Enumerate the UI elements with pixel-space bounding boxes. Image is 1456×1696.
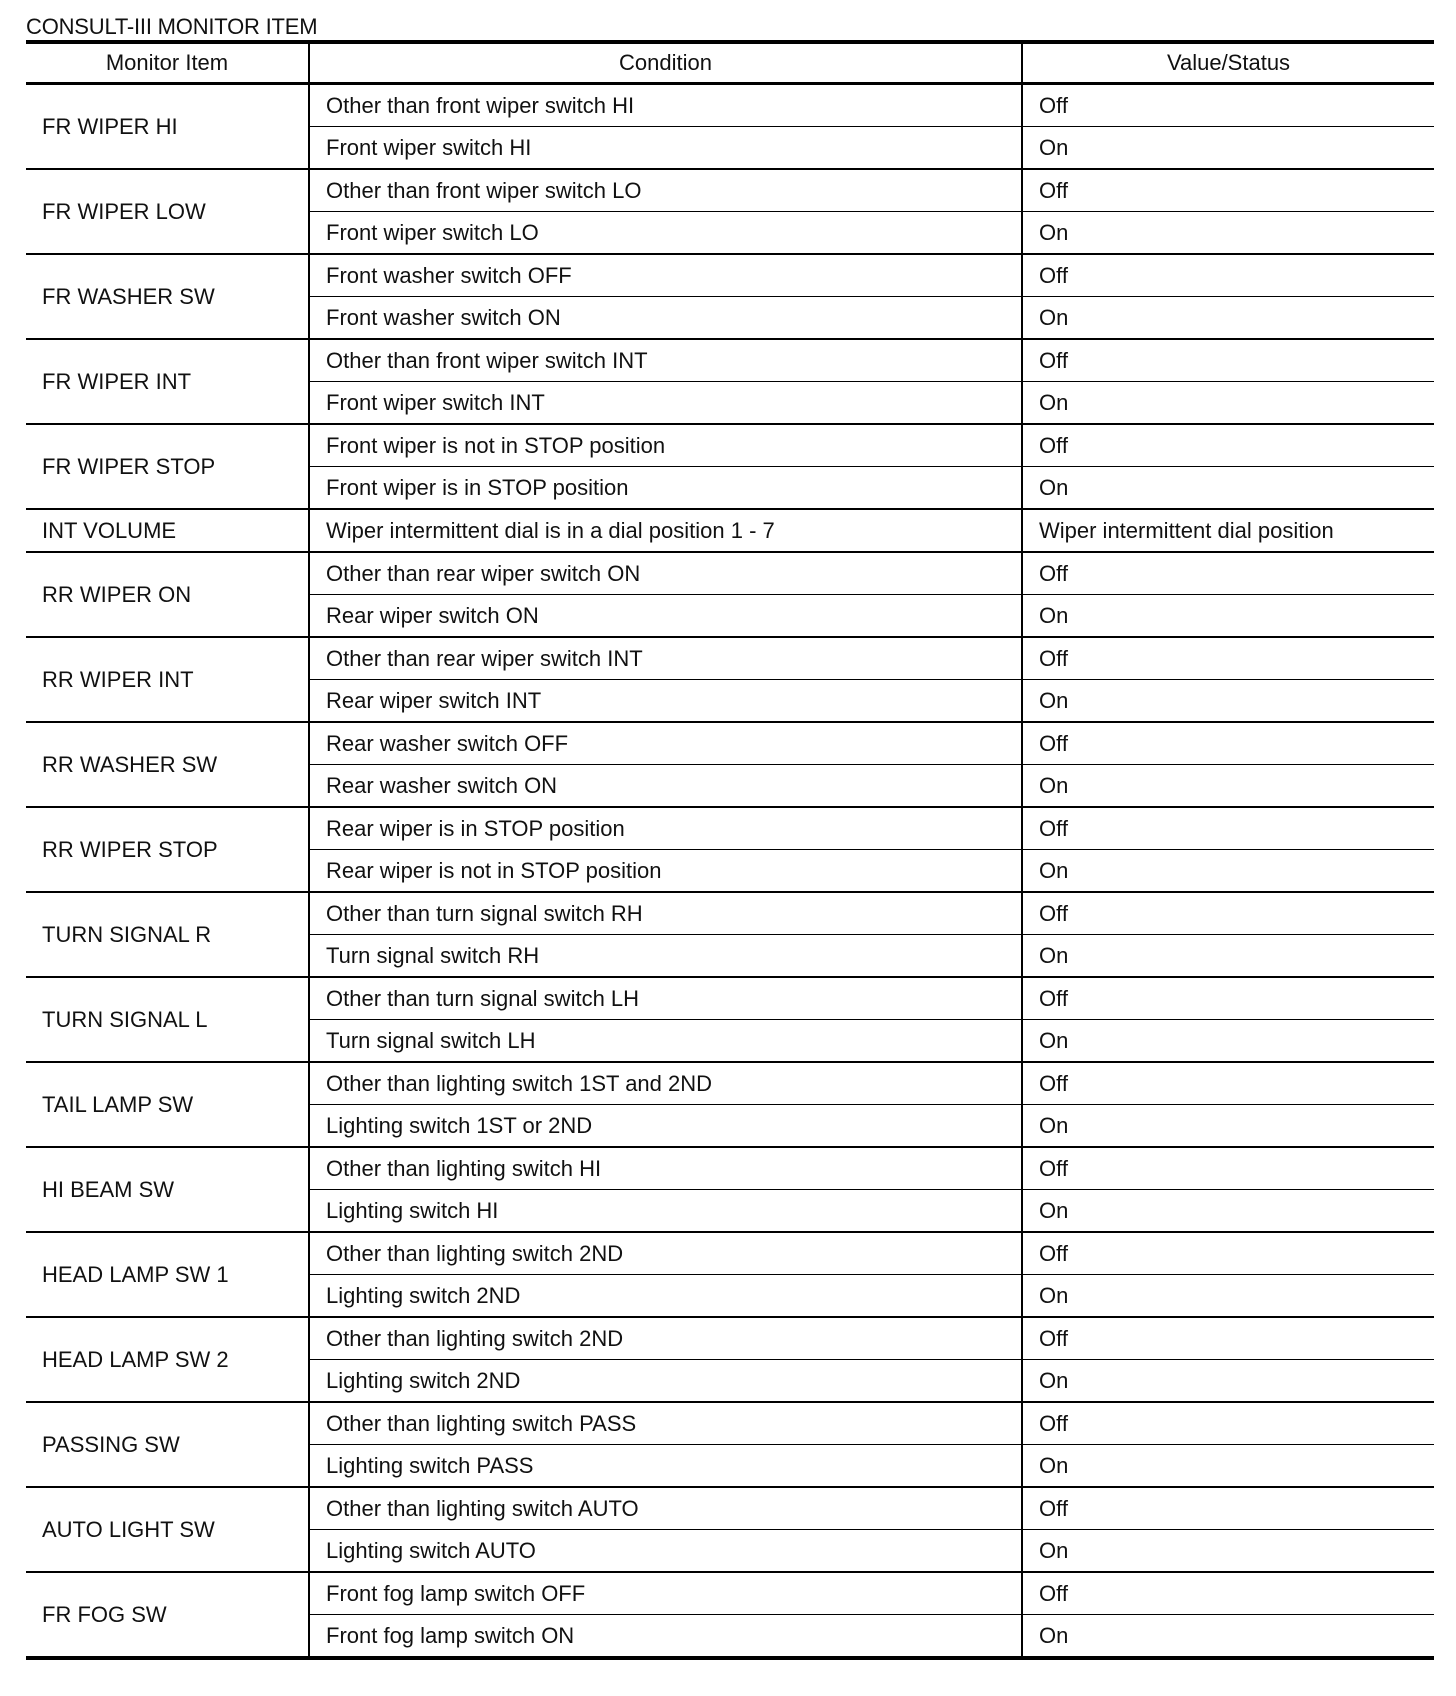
header-condition: Condition: [309, 42, 1022, 84]
condition-cell: Other than lighting switch 1ST and 2ND: [309, 1062, 1022, 1105]
monitor-item-table: [26, 40, 1434, 1660]
condition-cell: Front washer switch OFF: [309, 254, 1022, 297]
value-status-cell: On: [1022, 1530, 1434, 1573]
condition-cell: Other than lighting switch 2ND: [309, 1232, 1022, 1275]
condition-cell: Lighting switch 2ND: [309, 1360, 1022, 1403]
condition-cell: Rear wiper is not in STOP position: [309, 850, 1022, 893]
condition-cell: Front fog lamp switch OFF: [309, 1572, 1022, 1615]
value-status-cell: Off: [1022, 339, 1434, 382]
condition-cell: Rear wiper is in STOP position: [309, 807, 1022, 850]
condition-cell: Wiper intermittent dial is in a dial position 1 - 7: [309, 509, 1022, 552]
value-status-cell: Off: [1022, 84, 1434, 127]
condition-cell: Other than front wiper switch INT: [309, 339, 1022, 382]
table-row: [26, 84, 1434, 127]
value-status-cell: Off: [1022, 169, 1434, 212]
monitor-item-cell: TAIL LAMP SW: [26, 1062, 309, 1147]
monitor-item-cell: FR WIPER HI: [26, 84, 309, 170]
value-status-cell: On: [1022, 297, 1434, 340]
condition-cell: Lighting switch 1ST or 2ND: [309, 1105, 1022, 1148]
value-status-cell: Off: [1022, 1232, 1434, 1275]
value-status-cell: On: [1022, 935, 1434, 978]
document-title: CONSULT-III MONITOR ITEM: [26, 14, 318, 39]
condition-cell: Rear wiper switch INT: [309, 680, 1022, 723]
condition-cell: Turn signal switch RH: [309, 935, 1022, 978]
table-row: [26, 339, 1434, 382]
table-row: [26, 424, 1434, 467]
condition-cell: Lighting switch HI: [309, 1190, 1022, 1233]
value-status-cell: On: [1022, 1615, 1434, 1659]
value-status-cell: On: [1022, 1275, 1434, 1318]
value-status-cell: On: [1022, 765, 1434, 808]
monitor-item-cell: INT VOLUME: [26, 509, 309, 552]
value-status-cell: Off: [1022, 722, 1434, 765]
value-status-cell: Off: [1022, 637, 1434, 680]
header-monitor-item: Monitor Item: [26, 42, 309, 84]
value-status-cell: On: [1022, 1360, 1434, 1403]
monitor-item-cell: HEAD LAMP SW 1: [26, 1232, 309, 1317]
monitor-item-cell: FR WIPER STOP: [26, 424, 309, 509]
monitor-item-cell: PASSING SW: [26, 1402, 309, 1487]
table-row: [26, 1572, 1434, 1615]
condition-cell: Other than turn signal switch RH: [309, 892, 1022, 935]
monitor-item-cell: RR WIPER STOP: [26, 807, 309, 892]
value-status-cell: Off: [1022, 254, 1434, 297]
table-header-row: [26, 42, 1434, 84]
value-status-cell: On: [1022, 1190, 1434, 1233]
monitor-item-cell: RR WIPER INT: [26, 637, 309, 722]
condition-cell: Turn signal switch LH: [309, 1020, 1022, 1063]
value-status-cell: Off: [1022, 977, 1434, 1020]
table-row: [26, 169, 1434, 212]
value-status-cell: Off: [1022, 1402, 1434, 1445]
table-row: [26, 509, 1434, 552]
table-row: [26, 254, 1434, 297]
table-row: [26, 722, 1434, 765]
condition-cell: Other than lighting switch HI: [309, 1147, 1022, 1190]
table-row: [26, 552, 1434, 595]
value-status-cell: Off: [1022, 424, 1434, 467]
value-status-cell: On: [1022, 212, 1434, 255]
condition-cell: Front wiper switch INT: [309, 382, 1022, 425]
condition-cell: Other than turn signal switch LH: [309, 977, 1022, 1020]
table-row: [26, 1062, 1434, 1105]
table-row: [26, 1402, 1434, 1445]
value-status-cell: On: [1022, 1020, 1434, 1063]
condition-cell: Front wiper switch HI: [309, 127, 1022, 170]
condition-cell: Lighting switch 2ND: [309, 1275, 1022, 1318]
monitor-item-cell: FR WASHER SW: [26, 254, 309, 339]
condition-cell: Front wiper is not in STOP position: [309, 424, 1022, 467]
table-row: [26, 1232, 1434, 1275]
monitor-item-cell: TURN SIGNAL L: [26, 977, 309, 1062]
condition-cell: Rear wiper switch ON: [309, 595, 1022, 638]
condition-cell: Front wiper switch LO: [309, 212, 1022, 255]
table-body: [26, 84, 1434, 1659]
value-status-cell: Off: [1022, 807, 1434, 850]
condition-cell: Other than front wiper switch LO: [309, 169, 1022, 212]
condition-cell: Other than lighting switch 2ND: [309, 1317, 1022, 1360]
condition-cell: Lighting switch PASS: [309, 1445, 1022, 1488]
value-status-cell: On: [1022, 680, 1434, 723]
value-status-cell: On: [1022, 595, 1434, 638]
condition-cell: Rear washer switch OFF: [309, 722, 1022, 765]
monitor-item-cell: HEAD LAMP SW 2: [26, 1317, 309, 1402]
monitor-item-cell: RR WASHER SW: [26, 722, 309, 807]
header-value-status: Value/Status: [1022, 42, 1434, 84]
value-status-cell: On: [1022, 1445, 1434, 1488]
condition-cell: Front fog lamp switch ON: [309, 1615, 1022, 1659]
condition-cell: Lighting switch AUTO: [309, 1530, 1022, 1573]
condition-cell: Other than rear wiper switch ON: [309, 552, 1022, 595]
condition-cell: Other than lighting switch PASS: [309, 1402, 1022, 1445]
table-row: [26, 892, 1434, 935]
value-status-cell: On: [1022, 850, 1434, 893]
monitor-item-cell: RR WIPER ON: [26, 552, 309, 637]
value-status-cell: On: [1022, 382, 1434, 425]
monitor-item-cell: TURN SIGNAL R: [26, 892, 309, 977]
table-row: [26, 637, 1434, 680]
value-status-cell: Off: [1022, 552, 1434, 595]
monitor-item-cell: FR FOG SW: [42, 1601, 167, 1627]
table-row: [26, 1317, 1434, 1360]
value-status-cell: On: [1022, 467, 1434, 510]
condition-cell: Other than lighting switch AUTO: [309, 1487, 1022, 1530]
value-status-cell: Wiper intermittent dial position: [1022, 509, 1434, 552]
monitor-item-cell: FR WIPER LOW: [26, 169, 309, 254]
value-status-cell: Off: [1022, 1487, 1434, 1530]
condition-cell: Other than front wiper switch HI: [309, 84, 1022, 127]
condition-cell: Rear washer switch ON: [309, 765, 1022, 808]
monitor-item-cell: HI BEAM SW: [26, 1147, 309, 1232]
condition-cell: Other than rear wiper switch INT: [309, 637, 1022, 680]
value-status-cell: Off: [1022, 1317, 1434, 1360]
table-row: [26, 1147, 1434, 1190]
value-status-cell: Off: [1022, 1062, 1434, 1105]
value-status-cell: Off: [1022, 892, 1434, 935]
monitor-item-cell: FR WIPER INT: [26, 339, 309, 424]
value-status-cell: Off: [1022, 1572, 1434, 1615]
monitor-item-cell: AUTO LIGHT SW: [26, 1487, 309, 1572]
condition-cell: Front washer switch ON: [309, 297, 1022, 340]
table-row: [26, 807, 1434, 850]
table-row: [26, 1487, 1434, 1530]
value-status-cell: Off: [1022, 1147, 1434, 1190]
condition-cell: Front wiper is in STOP position: [309, 467, 1022, 510]
value-status-cell: On: [1022, 1105, 1434, 1148]
value-status-cell: On: [1022, 127, 1434, 170]
table-row: [26, 977, 1434, 1020]
